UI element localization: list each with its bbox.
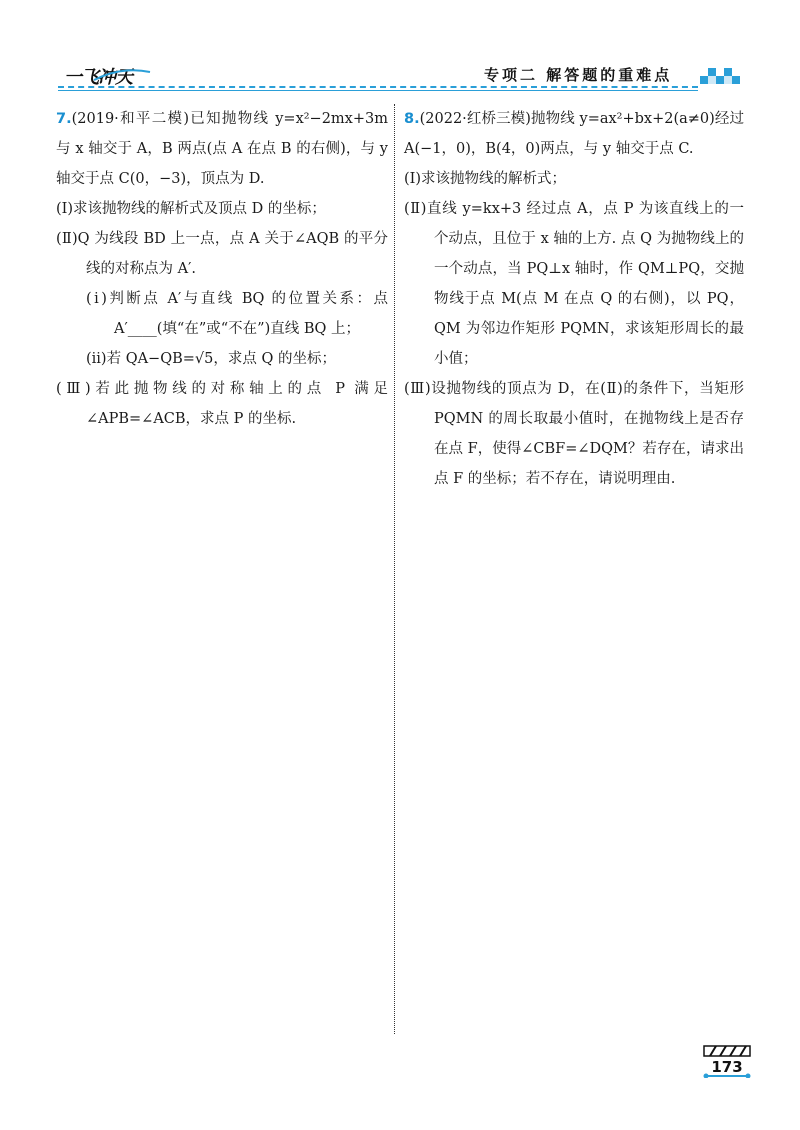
brand-swoosh-icon [92,66,152,84]
brand-logo-text: 一飞冲天 [64,67,132,88]
page-number: 173 [711,1058,743,1076]
q7-part-1: (Ⅰ)求该抛物线的解析式及顶点 D 的坐标； [56,201,326,217]
q8-number: 8. [404,111,420,127]
q7-part-2-i: (ⅰ)判断点 A′与直线 BQ 的位置关系：点 A′____(填“在”或“不在”)直线 BQ 上； [86,291,388,337]
question-8 [404,104,744,494]
q8-stem-text: (2022·红桥三模)抛物线 y=ax²+bx+2(a≠0)经过 A(−1，0)，B(4，0)两点，与 y 轴交于点 C. [404,111,744,157]
q7-part-2: (Ⅱ)Q 为线段 BD 上一点，点 A 关于∠AQB 的平分线的对称点为 A′. [56,231,388,277]
q7-stem [56,104,388,194]
q8-part-1: (Ⅰ)求该抛物线的解析式； [404,171,567,187]
q8-part-3: (Ⅲ)设抛物线的顶点为 D，在(Ⅱ)的条件下，当矩形 PQMN 的周长取最小值时，在抛物线上是否存在点 F，使得∠CBF=∠DQM？若存在，请求出点 F 的坐标；若不存在，请说明理由. [404,381,744,487]
header-rule-dashed [58,86,698,88]
q7-number: 7. [56,111,72,127]
checker-pattern-icon [700,64,740,88]
q7-part-2-ii: (ⅱ)若 QA−QB=√5，求点 Q 的坐标； [86,351,336,367]
q8-part-2: (Ⅱ)直线 y=kx+3 经过点 A，点 P 为该直线上的一个动点，且位于 x 轴的上方. 点 Q 为抛物线上的一个动点，当 PQ⊥x 轴时，作 QM⊥PQ，交抛物线于点 M(点 M 在点 Q 的右侧)，以 PQ，QM 为邻边作矩形 PQMN，求该矩形周长的最小值； [404,201,744,367]
q8-stem [404,104,744,164]
q7-stem-text: (2019·和平二模)已知抛物线 y=x²−2mx+3m 与 x 轴交于 A，B 两点(点 A 在点 B 的右侧)，与 y 轴交于点 C(0，−3)，顶点为 D. [56,111,388,187]
section-title: 专项二 解答题的重难点 [484,66,673,84]
q7-part-3: (Ⅲ)若此抛物线的对称轴上的点 P 满足∠APB=∠ACB，求点 P 的坐标. [56,381,388,427]
column-divider [394,104,395,1034]
page-header [0,0,800,100]
question-7 [56,104,388,434]
header-rule-solid [58,90,698,91]
